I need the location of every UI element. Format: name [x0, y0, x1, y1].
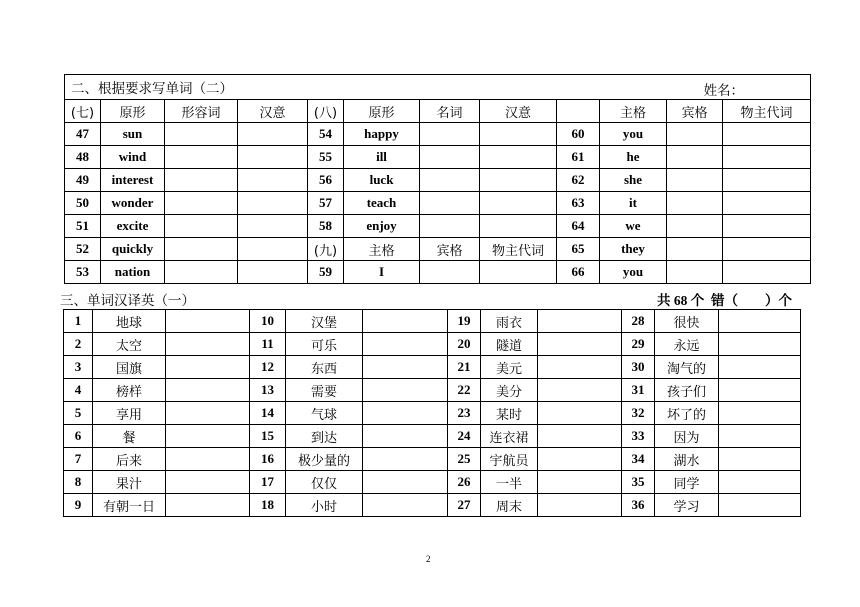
word-cell: luck: [344, 169, 420, 192]
word-cell: enjoy: [344, 215, 420, 238]
item-number: 18: [250, 494, 286, 517]
answer-blank[interactable]: [166, 494, 250, 517]
answer-blank[interactable]: [165, 215, 238, 238]
word-cell: it: [600, 192, 667, 215]
answer-blank[interactable]: [363, 310, 448, 333]
answer-blank[interactable]: [238, 192, 308, 215]
answer-blank[interactable]: [165, 123, 238, 146]
item-number: 29: [622, 333, 655, 356]
item-number: 6: [64, 425, 93, 448]
answer-blank[interactable]: [363, 356, 448, 379]
chinese-word: 淘气的: [655, 356, 719, 379]
name-label: 姓名：: [703, 83, 745, 99]
chinese-word: 湖水: [655, 448, 719, 471]
chinese-word: 某时: [481, 402, 538, 425]
answer-blank[interactable]: [238, 261, 308, 284]
item-number: 16: [250, 448, 286, 471]
chinese-word: 榜样: [93, 379, 166, 402]
answer-blank[interactable]: [165, 261, 238, 284]
item-number: 5: [64, 402, 93, 425]
table-row: [65, 169, 811, 192]
answer-blank[interactable]: [719, 402, 801, 425]
table-row: [64, 425, 801, 448]
header-cell: 名词: [420, 100, 480, 123]
answer-blank[interactable]: [538, 494, 622, 517]
answer-blank[interactable]: [166, 425, 250, 448]
item-number: 20: [448, 333, 481, 356]
item-number: 31: [622, 379, 655, 402]
item-number: 13: [250, 379, 286, 402]
item-number: 30: [622, 356, 655, 379]
answer-blank[interactable]: [480, 146, 557, 169]
item-number: 66: [557, 261, 600, 284]
item-number: 57: [308, 192, 344, 215]
word-cell: wonder: [101, 192, 165, 215]
item-number: 47: [65, 123, 101, 146]
pronoun-word-table: [64, 74, 811, 284]
item-number: 10: [250, 310, 286, 333]
item-number: 14: [250, 402, 286, 425]
answer-blank[interactable]: [165, 238, 238, 261]
item-number: 49: [65, 169, 101, 192]
answer-blank[interactable]: [723, 169, 811, 192]
answer-blank[interactable]: [480, 123, 557, 146]
item-number: 62: [557, 169, 600, 192]
word-cell: interest: [101, 169, 165, 192]
header-cell: 原形: [344, 100, 420, 123]
answer-blank[interactable]: [719, 356, 801, 379]
table-row: [65, 192, 811, 215]
answer-blank[interactable]: [420, 169, 480, 192]
answer-blank[interactable]: [667, 192, 723, 215]
table-row: [64, 494, 801, 517]
item-number: 25: [448, 448, 481, 471]
table-row: [64, 379, 801, 402]
answer-blank[interactable]: [667, 261, 723, 284]
answer-blank[interactable]: [166, 333, 250, 356]
answer-blank[interactable]: [723, 146, 811, 169]
item-number: 32: [622, 402, 655, 425]
answer-blank[interactable]: [667, 146, 723, 169]
word-cell: excite: [101, 215, 165, 238]
word-cell: you: [600, 261, 667, 284]
item-number: 35: [622, 471, 655, 494]
table-row: [64, 310, 801, 333]
section3-title: 三、单词汉译英（一）: [60, 293, 195, 309]
chinese-word: 国旗: [93, 356, 166, 379]
item-number: 8: [64, 471, 93, 494]
item-number: 65: [557, 238, 600, 261]
score-line: [657, 289, 792, 309]
table-row: [65, 123, 811, 146]
answer-blank[interactable]: [723, 238, 811, 261]
answer-blank[interactable]: [363, 379, 448, 402]
item-number: 17: [250, 471, 286, 494]
item-number: 53: [65, 261, 101, 284]
answer-blank[interactable]: [719, 310, 801, 333]
item-number: 12: [250, 356, 286, 379]
answer-blank[interactable]: [420, 123, 480, 146]
chinese-word: 美元: [481, 356, 538, 379]
word-cell: sun: [101, 123, 165, 146]
answer-blank[interactable]: [667, 169, 723, 192]
chinese-word: 有朝一日: [93, 494, 166, 517]
answer-blank[interactable]: [363, 402, 448, 425]
answer-blank[interactable]: [719, 494, 801, 517]
answer-blank[interactable]: [480, 169, 557, 192]
answer-blank[interactable]: [719, 448, 801, 471]
chinese-word: 小时: [286, 494, 363, 517]
answer-blank[interactable]: [480, 261, 557, 284]
chinese-word: 学习: [655, 494, 719, 517]
answer-blank[interactable]: [538, 310, 622, 333]
chinese-word: 地球: [93, 310, 166, 333]
header-cell: 宾格: [420, 238, 480, 261]
item-number: 2: [64, 333, 93, 356]
answer-blank[interactable]: [723, 123, 811, 146]
chinese-word: 连衣裙: [481, 425, 538, 448]
section2-title: 二、根据要求写单词（二）: [71, 81, 233, 97]
table-row: [65, 215, 811, 238]
table-header-row: [65, 100, 811, 123]
chinese-word: 很快: [655, 310, 719, 333]
item-number: 19: [448, 310, 481, 333]
answer-blank[interactable]: [238, 238, 308, 261]
item-number: 28: [622, 310, 655, 333]
item-number: 55: [308, 146, 344, 169]
answer-blank[interactable]: [667, 238, 723, 261]
word-cell: she: [600, 169, 667, 192]
answer-blank[interactable]: [723, 261, 811, 284]
answer-blank[interactable]: [238, 215, 308, 238]
item-number: 34: [622, 448, 655, 471]
header-cell: 物主代词: [723, 100, 811, 123]
header-cell: 汉意: [480, 100, 557, 123]
item-number: 64: [557, 215, 600, 238]
item-number: (九): [308, 238, 344, 261]
answer-blank[interactable]: [723, 192, 811, 215]
chinese-word: 果汁: [93, 471, 166, 494]
chinese-word: 同学: [655, 471, 719, 494]
word-cell: nation: [101, 261, 165, 284]
item-number: 58: [308, 215, 344, 238]
chinese-word: 孩子们: [655, 379, 719, 402]
answer-blank[interactable]: [166, 402, 250, 425]
word-cell: we: [600, 215, 667, 238]
answer-blank[interactable]: [363, 448, 448, 471]
chinese-word: 汉堡: [286, 310, 363, 333]
item-number: 4: [64, 379, 93, 402]
item-number: 61: [557, 146, 600, 169]
answer-blank[interactable]: [363, 471, 448, 494]
item-number: 15: [250, 425, 286, 448]
answer-blank[interactable]: [238, 123, 308, 146]
answer-blank[interactable]: [420, 215, 480, 238]
answer-blank[interactable]: [480, 215, 557, 238]
chinese-word: 雨衣: [481, 310, 538, 333]
answer-blank[interactable]: [166, 310, 250, 333]
table-row: [65, 261, 811, 284]
chinese-word: 坏了的: [655, 402, 719, 425]
item-number: 1: [64, 310, 93, 333]
answer-blank[interactable]: [538, 333, 622, 356]
item-number: 3: [64, 356, 93, 379]
item-number: 23: [448, 402, 481, 425]
item-number: 7: [64, 448, 93, 471]
word-cell: I: [344, 261, 420, 284]
answer-blank[interactable]: [538, 425, 622, 448]
item-number: 50: [65, 192, 101, 215]
answer-blank[interactable]: [165, 192, 238, 215]
header-cell: 物主代词: [480, 238, 557, 261]
answer-blank[interactable]: [420, 261, 480, 284]
answer-blank[interactable]: [719, 425, 801, 448]
answer-blank[interactable]: [238, 146, 308, 169]
answer-blank[interactable]: [719, 379, 801, 402]
answer-blank[interactable]: [538, 379, 622, 402]
translation-table: [63, 309, 801, 517]
item-number: 48: [65, 146, 101, 169]
chinese-word: 到达: [286, 425, 363, 448]
answer-blank[interactable]: [719, 333, 801, 356]
item-number: 27: [448, 494, 481, 517]
answer-blank[interactable]: [538, 356, 622, 379]
score-text: 共 68 个 错（ ）个: [657, 293, 792, 308]
header-cell: [557, 100, 600, 123]
header-cell: 形容词: [165, 100, 238, 123]
chinese-word: 周末: [481, 494, 538, 517]
table-row: [64, 333, 801, 356]
table-row: [64, 402, 801, 425]
item-number: 11: [250, 333, 286, 356]
answer-blank[interactable]: [166, 379, 250, 402]
word-cell: quickly: [101, 238, 165, 261]
word-cell: wind: [101, 146, 165, 169]
word-cell: 主格: [344, 238, 420, 261]
chinese-word: 享用: [93, 402, 166, 425]
table-row: [65, 146, 811, 169]
chinese-word: 因为: [655, 425, 719, 448]
chinese-word: 极少量的: [286, 448, 363, 471]
answer-blank[interactable]: [420, 192, 480, 215]
item-number: 63: [557, 192, 600, 215]
chinese-word: 气球: [286, 402, 363, 425]
answer-blank[interactable]: [363, 425, 448, 448]
chinese-word: 美分: [481, 379, 538, 402]
answer-blank[interactable]: [719, 471, 801, 494]
item-number: 60: [557, 123, 600, 146]
item-number: 51: [65, 215, 101, 238]
header-cell: 汉意: [238, 100, 308, 123]
chinese-word: 太空: [93, 333, 166, 356]
header-cell: (七): [65, 100, 101, 123]
answer-blank[interactable]: [538, 471, 622, 494]
chinese-word: 需要: [286, 379, 363, 402]
item-number: 33: [622, 425, 655, 448]
chinese-word: 餐: [93, 425, 166, 448]
chinese-word: 宇航员: [481, 448, 538, 471]
item-number: 22: [448, 379, 481, 402]
word-cell: happy: [344, 123, 420, 146]
answer-blank[interactable]: [165, 169, 238, 192]
header-cell: (八): [308, 100, 344, 123]
answer-blank[interactable]: [166, 356, 250, 379]
answer-blank[interactable]: [538, 402, 622, 425]
word-cell: you: [600, 123, 667, 146]
answer-blank[interactable]: [166, 471, 250, 494]
page-number: 2: [426, 554, 431, 564]
item-number: 56: [308, 169, 344, 192]
word-cell: they: [600, 238, 667, 261]
chinese-word: 一半: [481, 471, 538, 494]
table-row: [64, 448, 801, 471]
item-number: 24: [448, 425, 481, 448]
answer-blank[interactable]: [480, 192, 557, 215]
table-row: [64, 471, 801, 494]
table-row: [65, 238, 811, 261]
answer-blank[interactable]: [667, 123, 723, 146]
chinese-word: 可乐: [286, 333, 363, 356]
answer-blank[interactable]: [723, 215, 811, 238]
item-number: 54: [308, 123, 344, 146]
chinese-word: 永远: [655, 333, 719, 356]
chinese-word: 仅仅: [286, 471, 363, 494]
word-cell: ill: [344, 146, 420, 169]
word-cell: he: [600, 146, 667, 169]
answer-blank[interactable]: [420, 146, 480, 169]
header-cell: 宾格: [667, 100, 723, 123]
answer-blank[interactable]: [667, 215, 723, 238]
answer-blank[interactable]: [166, 448, 250, 471]
header-cell: 主格: [600, 100, 667, 123]
answer-blank[interactable]: [165, 146, 238, 169]
item-number: 26: [448, 471, 481, 494]
answer-blank[interactable]: [238, 169, 308, 192]
item-number: 52: [65, 238, 101, 261]
item-number: 21: [448, 356, 481, 379]
table-row: [64, 356, 801, 379]
section-title: [65, 75, 811, 100]
word-cell: teach: [344, 192, 420, 215]
chinese-word: 东西: [286, 356, 363, 379]
answer-blank[interactable]: [363, 494, 448, 517]
item-number: 9: [64, 494, 93, 517]
item-number: 36: [622, 494, 655, 517]
answer-blank[interactable]: [538, 448, 622, 471]
chinese-word: 隧道: [481, 333, 538, 356]
answer-blank[interactable]: [363, 333, 448, 356]
header-cell: 原形: [101, 100, 165, 123]
item-number: 59: [308, 261, 344, 284]
chinese-word: 后来: [93, 448, 166, 471]
